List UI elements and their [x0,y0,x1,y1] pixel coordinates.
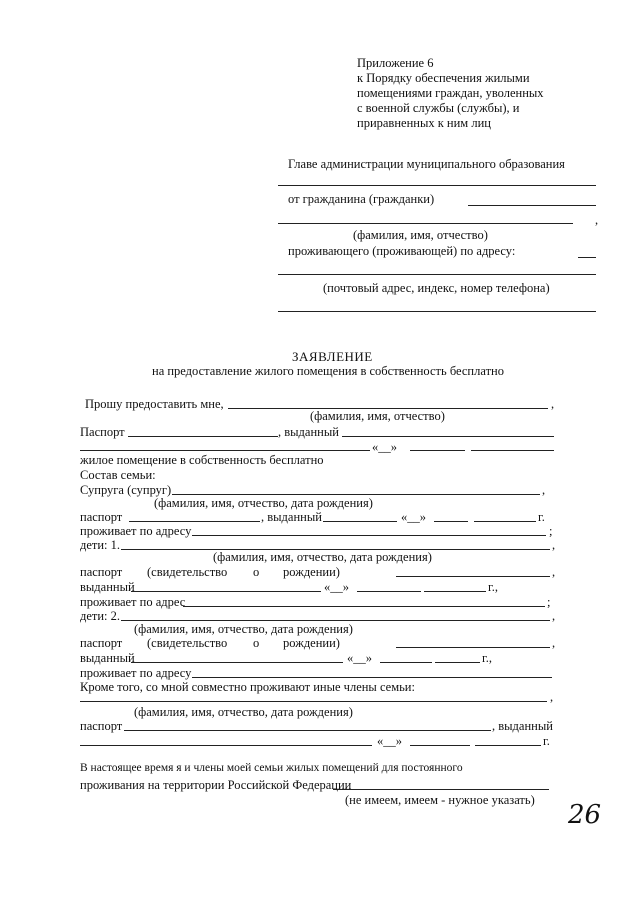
child2-year-field[interactable] [435,662,480,663]
appendix-line-1: Приложение 6 [357,56,434,70]
final-caption: (не имеем, имеем - нужное указать) [345,793,535,807]
other-year-field[interactable] [475,745,541,746]
child2-cert-2: (свидетельство [147,636,228,650]
date-year-field[interactable] [471,450,554,451]
handwritten-page-number: 26 [568,800,602,830]
spouse-year-label: г. [538,510,545,524]
spouse-date-quote: «__» [401,510,426,524]
child1-cert-3: о [253,565,260,579]
address-field-2[interactable] [278,311,596,312]
final-field[interactable] [333,789,549,790]
child1-cert-4: рождении) [283,565,340,579]
addressee-to: Главе администрации муниципального образования [288,157,565,171]
from-name-field[interactable] [468,205,596,206]
spouse-label: Супруга (супруг) [80,483,172,497]
passport-number-field[interactable] [128,436,278,437]
child1-cert-2: (свидетельство [147,565,228,579]
fio-field[interactable] [278,223,573,224]
spouse-issued-label: , выданный [261,510,322,524]
other-month-field[interactable] [410,745,470,746]
passport-label: Паспорт [80,425,125,439]
child2-address-label: проживает по адресу [80,666,192,680]
other-issued-field[interactable] [80,745,372,746]
child2-address-field[interactable] [192,677,552,678]
child1-issued-field[interactable] [131,591,321,592]
child2-cert-field[interactable] [396,647,550,648]
child1-year-label: г., [488,580,498,594]
child2-date-quote: «__» [347,651,372,665]
housing-text: жилое помещение в собственность бесплатно [80,453,324,467]
child2-cert-3: о [253,636,260,650]
spouse-year-field[interactable] [474,521,536,522]
other-passport-label: паспорт [80,719,123,733]
family-label: Состав семьи: [80,468,156,482]
spouse-passport-field[interactable] [129,521,260,522]
child2-label: дети: 2. [80,609,121,623]
child1-label: дети: 1. [80,538,121,552]
child2-issued-label: выданный [80,651,135,665]
comma: , [552,609,556,623]
date-quote: «__» [372,440,397,454]
residing-label: проживающего (проживающей) по адресу: [288,244,516,258]
date-month-field[interactable] [410,450,465,451]
child2-issued-field[interactable] [131,662,343,663]
appendix-line-4: с военной службы (службы), и [357,101,520,115]
addressee-line[interactable] [278,185,596,186]
spouse-address-label: проживает по адресу [80,524,192,538]
appendix-line-3: помещениями граждан, уволенных [357,86,544,100]
other-members-label: Кроме того, со мной совместно проживают иные члены семьи: [80,680,415,694]
child1-caption: (фамилия, имя, отчество, дата рождения) [213,550,432,564]
address-field[interactable] [278,274,596,275]
page-title: ЗАЯВЛЕНИЕ [292,349,373,364]
semicolon: ; [547,595,551,609]
spouse-month-field[interactable] [434,521,468,522]
spouse-address-field[interactable] [192,535,546,536]
child2-month-field[interactable] [380,662,432,663]
from-label: от гражданина (гражданки) [288,192,435,206]
comma: , [550,690,554,704]
passport-issued-field-2[interactable] [80,450,370,451]
semicolon: ; [549,524,553,538]
spouse-issued-field[interactable] [323,521,397,522]
request-label: Прошу предоставить мне, [85,397,224,411]
fio-caption: (фамилия, имя, отчество) [353,228,488,242]
spouse-passport-label: паспорт [80,510,123,524]
issued-label: , выданный [278,425,339,439]
child2-year-label: г., [482,651,492,665]
comma: , [551,397,555,411]
child1-date-quote: «__» [324,580,349,594]
other-members-caption: (фамилия, имя, отчество, дата рождения) [134,705,353,719]
child1-month-field[interactable] [357,591,421,592]
other-members-field[interactable] [80,701,547,702]
other-passport-field[interactable] [124,730,491,731]
final-line-2: проживания на территории Российской Федерации [80,778,352,792]
other-year-label: г. [543,734,550,748]
child1-year-field[interactable] [424,591,486,592]
comma: , [552,538,556,552]
comma: , [595,213,599,227]
other-issued-label: , выданный [492,719,553,733]
appendix-line-5: приравненных к ним лиц [357,116,491,130]
passport-issued-field[interactable] [342,436,554,437]
comma: , [552,636,556,650]
request-fio-caption: (фамилия, имя, отчество) [310,409,445,423]
page-subtitle: на предоставление жилого помещения в собственность бесплатно [152,364,504,378]
child2-cert-4: рождении) [283,636,340,650]
other-date-quote: «__» [377,734,402,748]
child1-address-label: проживает по адрес [80,595,186,609]
child2-caption: (фамилия, имя, отчество, дата рождения) [134,622,353,636]
child1-issued-label: выданный [80,580,135,594]
comma: , [542,483,546,497]
spouse-field[interactable] [172,494,540,495]
child1-address-field[interactable] [183,606,545,607]
appendix-line-2: к Порядку обеспечения жилыми [357,71,530,85]
child2-field[interactable] [121,620,550,621]
child1-cert-1: паспорт [80,565,123,579]
address-caption: (почтовый адрес, индекс, номер телефона) [323,281,550,295]
child2-cert-1: паспорт [80,636,123,650]
spouse-caption: (фамилия, имя, отчество, дата рождения) [154,496,373,510]
comma: , [552,565,556,579]
residing-field-end[interactable] [578,257,596,258]
final-line-1: В настоящее время я и члены моей семьи жилых помещений для постоянного [80,762,463,774]
child1-cert-field[interactable] [396,576,550,577]
